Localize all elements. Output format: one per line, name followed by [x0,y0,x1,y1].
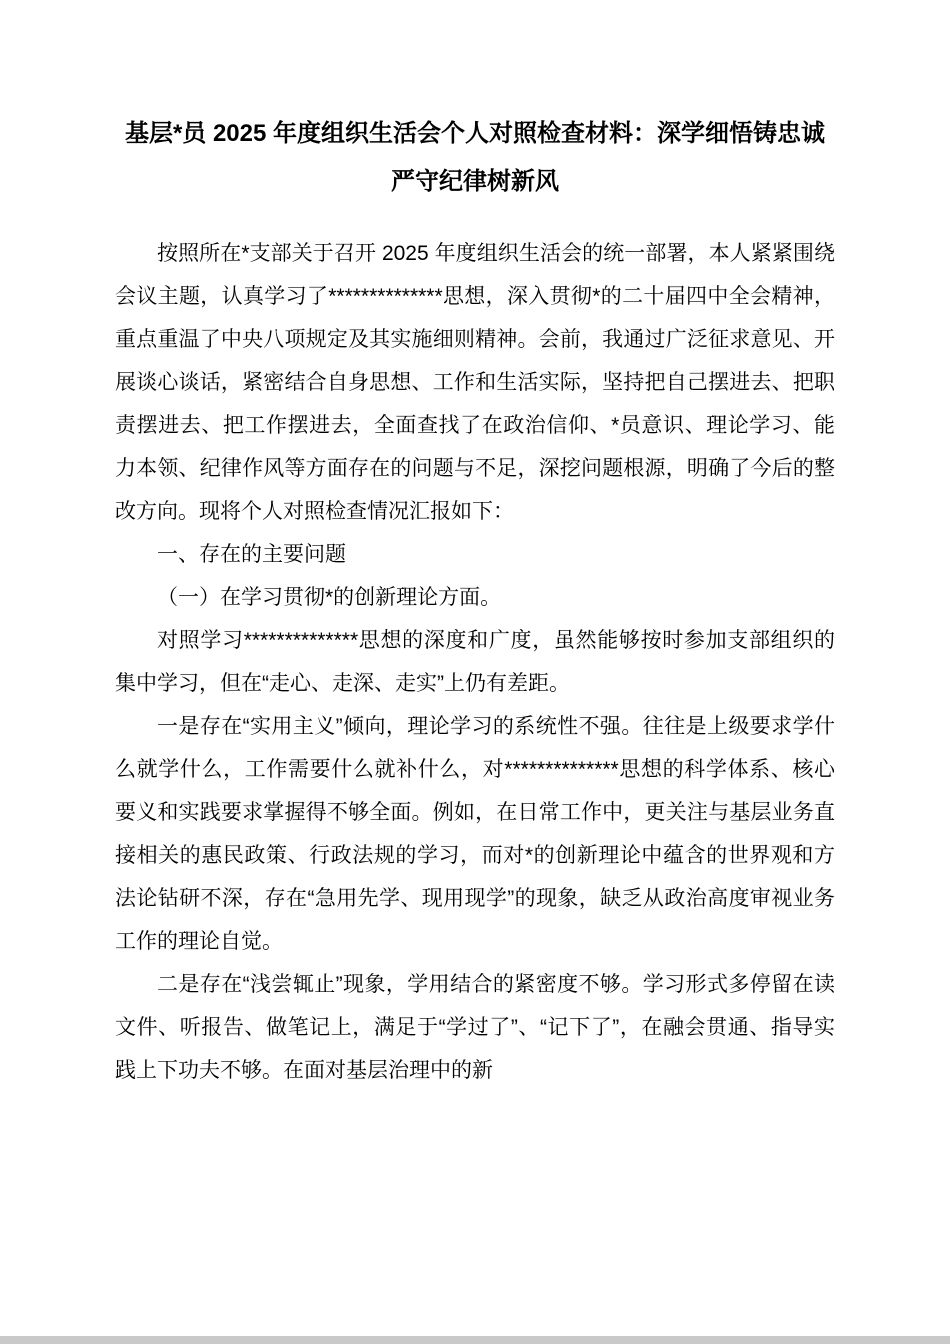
page-gap [0,1336,950,1344]
document-title: 基层*员 2025 年度组织生活会个人对照检查材料：深学细悟铸忠诚严守纪律树新风 [124,120,826,195]
paragraph-study-depth: 对照学习**************思想的深度和广度，虽然能够按时参加支部组织的集中学习，但在“走心、走深、走实”上仍有差距。 [115,629,835,695]
paragraph-point-one-pragmatism: 一是存在“实用主义”倾向，理论学习的系统性不强。往往是上级要求学什么就学什么，工作需要什么就补什么，对**************思想的科学体系、核心要义和实践要求掌握得不够全面。例如，在日常工作中，更关注与基层业务直接相关的惠民政策、行政法规的学习，而对*的创新理论中蕴含的世界观和方法论钻研不深，存在“急用先学、现用现学”的现象，缺乏从政治高度审视业务工作的理论自觉。 [115,715,835,953]
section-heading-main-problems: 一、存在的主要问题 [157,543,346,566]
paragraph-point-two-superficial: 二是存在“浅尝辄止”现象，学用结合的紧密度不够。学习形式多停留在读文件、听报告、做笔记上，满足于“学过了”、“记下了”，在融会贯通、指导实践上下功夫不够。在面对基层治理中的新 [115,973,835,1082]
subsection-heading-theory-study: （一）在学习贯彻*的创新理论方面。 [157,586,502,609]
opening-paragraph: 按照所在*支部关于召开 2025 年度组织生活会的统一部署，本人紧紧围绕会议主题，认真学习了**************思想，深入贯彻*的二十届四中全会精神，重点重温了中央八项规定及其实施细则精神。会前，我通过广泛征求意见、开展谈心谈话，紧密结合自身思想、工作和生活实际，坚持把自己摆进去、把职责摆进去、把工作摆进去，全面查找了在政治信仰、*员意识、理论学习、能力本领、纪律作风等方面存在的问题与不足，深挖问题根源，明确了今后的整改方向。现将个人对照检查情况汇报如下： [115,242,835,523]
